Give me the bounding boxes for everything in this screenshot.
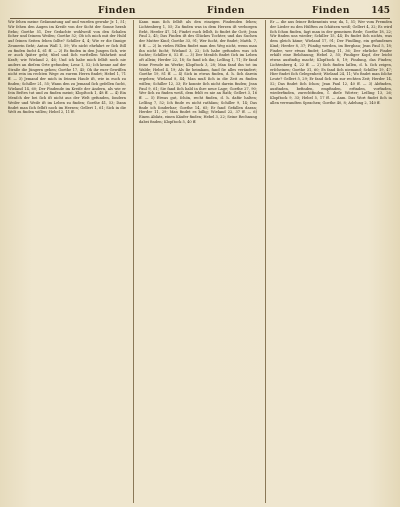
column-2-text: Kann man ſich ſelbſt als den einzigen Findenden ſehen; Lichtenberg 1, 55; Zu finden was in dem Herzen iſt verborgen ſteht, Herder 47, 14; Findet euch ſelbſt, ſo findet ihr Gott; Jean Paul 2, 45; Das Finden iſt des Glückes Tochter, und das Suchen der Mutter Kind; Goethe 33, 91; Wer ſucht, der findet; Matth. 7, 8 ff. — 2) In vielen Fällen findet man den Weg nicht, wenn man ihn nicht ſucht; Wieland 3, 22; Ich habe gefunden was ich ſuchte; Schiller 6, 52 ff. — 3) Der Menſch findet ſich im Leben oft allein; Herder 22, 18; So fand ich ihn; Leſſing 1, 71; Er fand ſeine Freude im Werke; Klopſtock 3, 28; Man fand ihn tot im Walde; Hebel 4, 19; Als ſie heimkam, fand ſie alles verändert; Goethe 19, 81 ff. — 4) Sich in etwas finden, d. h. ſich darein ergeben; Wieland 8, 44; Man muß ſich in die Zeit zu finden wiſſen; Schiller 12, 33; Er konnte ſich nicht darein finden; Jean Paul 9, 61; Sie fand ſich bald in ihre neue Lage; Goethe 27, 90; Wer ſich zu finden weiß, dem fehlt es nie an Rath; Gellert 3, 16 ff. — 5) Etwas gut, ſchön, recht finden, d. h. dafür halten; Leſſing 7, 52; Ich finde es nicht rathſam; Schiller 9, 14; Das finde ich ſonderbar; Goethe 14, 65; Er fand Gefallen daran; Herder 11, 29; Man findet es billig; Wieland 22, 37 ff. — 6) Einen Abſatz, einen Käufer finden; Hebel 3, 22; Seine Rechnung dabei finden; Klopſtock 5, 40 ff.: [139, 20, 257, 124]
header-right-word: Finden: [312, 6, 350, 16]
column-3-text: Er — die aus ſeiner Bekenntnis war, da, 1, 51; Wer vom Fremden der Lieder zu den Hülften zu ſchätzen weiß; Gellert 4, 32; Es wird ſich ſchon finden, ſagt man in der gemeinen Rede; Goethe 18, 22; Wir finden uns wieder; Schiller 15, 44; Es findet ſich nichts, was dem gleich käme; Wieland 17, 91; Der Findling, ein gefundenes Kind; Herder 8, 37; Fündig werden, im Bergbau; Jean Paul 5, 18; Finder, wer etwas findet; Leſſing 11, 36; Der ehrliche Finder erhält eine Belohnung; Hebel 2, 55; Findiger Kopf, der leicht etwas ausfindig macht; Klopſtock 8, 19; Findung, das Finden; Lichtenberg 4, 22 ff. — 2) Sich finden laſſen, d. h. ſich zeigen, erſcheinen; Goethe 31, 60; Es fand ſich niemand; Schiller 19, 47; Hier findet ſich Gelegenheit; Wieland 24, 11; Wo findet man ſolche Leute? Gellert 5, 29; Er fand ſich ein zur rechten Zeit; Herder 14, 52; Das findet ſich ſchon; Jean Paul 12, 40 ff. — 3) Abfinden, ausfinden, befinden, empfinden, erfinden, vorfinden, wiederfinden, zurechtfinden, ſ. dieſe Wörter; Leſſing 13, 26; Klopſtock 9, 33; Hebel 5, 17 ff. — Anm. Das Wort findet ſich in allen verwandten Sprachen; Goethe 40, 8; Adelung 2, 140 ff.: [270, 20, 392, 105]
column-divider-1: [133, 20, 134, 503]
column-1-text: Wir ſehen meine Geſammtung auf und wurden gewahr Jr. 1, 51; Wir ſehen den Augen im Kreiſe von der Sicht der Sonne herab ſtehn; Goethe 51, Der Gedachte wohlweiß von den Schalen ſicher und ſeinem Weiſen; Goethe 52; Ob ich mich mit der Huld auf ſeinen Seiten ſehen ſollte? Schiller 4, 4; Wie er die ſinnige Zeunerin ſieht; Anton Wall 1, 59; Wo nicht ehrfahrt er ſich ſtill zu finden ſucht 4, 61 ff. — 2) Es finden in den Jungen ſich, wie er auch ſpäter geht; tibel und ſich vorſtellen Wahrheit und Kraft; wie Wieland 2, 46; Und ich habe mich ſelbſt noch nie anders an dieſem Orte gefunden; Lenz 1, 52; Ich kenne auf der Straße die Jüngern gehen; Goethe 17, 45; Oh ihr euer Gewiſſen nicht rein im rechten Wege zu eurem Herrn findet; Hebel 1, 71 ff. — 3) Jemand der mich in ſeinem Hauſe iſt, wie in euch zu finden; Schiller 21, 55; Wann den zu Jemand ſich geſellen ſucht, Wieland 14, 60; Der Findende im Kreiſe der Andern, als wie er ſein Beſtes tut und zu finden meint; Klopſtock 1, 48 ff. — 4) Ein Menſch der bei ſich iſt nicht aus der Welt gefunden, ſondern Weiſer und Weiſe iſt im Leben zu finden; Goethe 41, 53; Dann findet man ſich ſelbſt noch im Herzen; Gellert 1, 61; Sich in die Welt zu finden wiſſen; Hebel 2, 11 ff.: [8, 20, 126, 115]
text-column-1: [8, 20, 126, 504]
column-divider-2: [265, 20, 266, 503]
header-middle-word: Finden: [207, 6, 245, 16]
text-column-2: [139, 20, 257, 504]
header-left-word: Finden: [98, 6, 136, 16]
page-number: 145: [371, 6, 390, 16]
text-column-3: [270, 20, 392, 504]
running-header: [10, 4, 390, 19]
